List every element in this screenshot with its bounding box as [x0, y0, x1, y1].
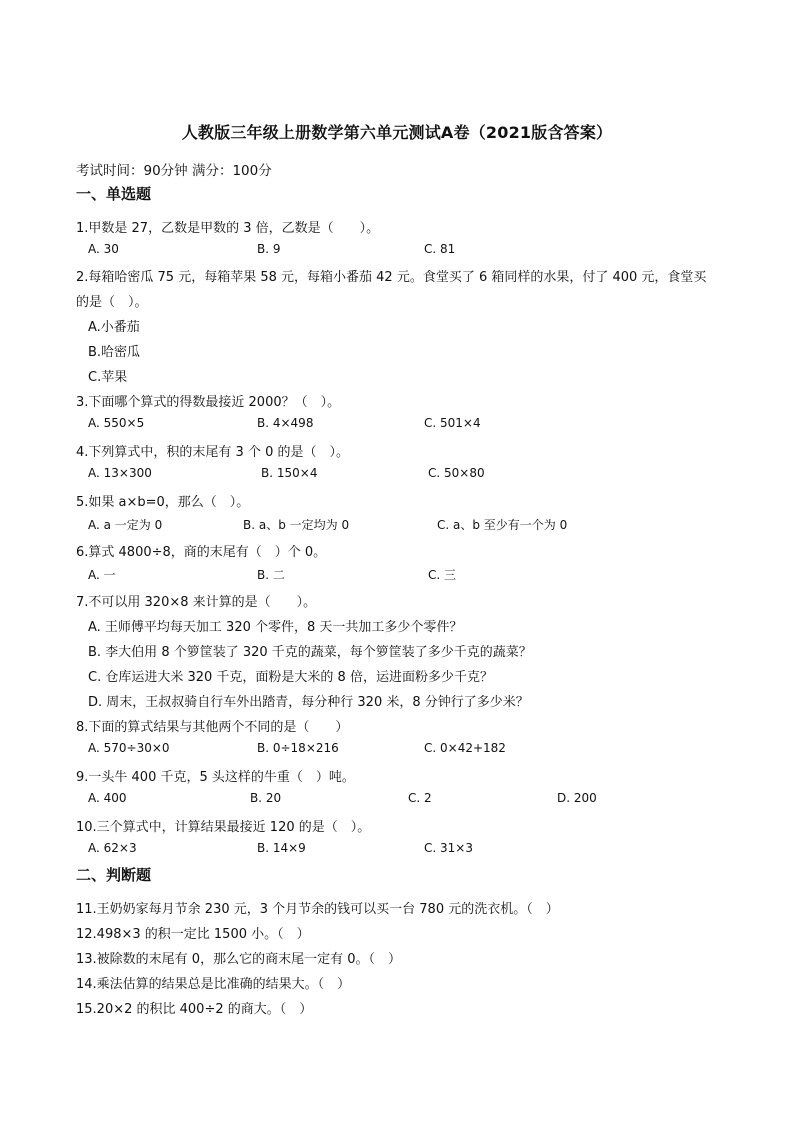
option: A. a 一定为 0 [88, 518, 163, 532]
option: B. 14×9 [257, 841, 306, 855]
section-heading-single-choice: 一、单选题 [76, 185, 152, 203]
option: D. 200 [557, 791, 597, 805]
option: B. 150×4 [261, 466, 318, 480]
judge-question: 13.被除数的末尾有 0，那么它的商末尾一定有 0。（ ） [76, 952, 401, 967]
option: C. 三 [428, 568, 457, 582]
option: C. 50×80 [428, 466, 485, 480]
option: D. 周末，王叔叔骑自行车外出踏青，每分种行 320 米，8 分钟行了多少米？ [88, 695, 529, 710]
option: C. 2 [408, 791, 432, 805]
option: B. a、b 一定均为 0 [243, 518, 350, 532]
judge-question: 15.20×2 的积比 400÷2 的商大。（ ） [76, 1002, 313, 1017]
option: A. 62×3 [88, 841, 137, 855]
judge-question: 11.王奶奶家每月节余 230 元，3 个月节余的钱可以买一台 780 元的洗衣机。（ ） [76, 902, 559, 917]
option: B. 二 [257, 568, 285, 582]
section-heading-true-false: 二、判断题 [76, 866, 152, 884]
option: B. 0÷18×216 [257, 741, 339, 755]
option: B.哈密瓜 [88, 345, 141, 360]
option: A.小番茄 [88, 320, 140, 335]
option: A. 570÷30×0 [88, 741, 170, 755]
question-stem: 6.算式 4800÷8，商的末尾有（ ）个 0。 [76, 545, 327, 560]
question-stem: 8.下面的算式结果与其他两个不同的是（ ） [76, 720, 349, 735]
option: C. 31×3 [424, 841, 473, 855]
question-stem: 10.三个算式中，计算结果最接近 120 的是（ ）。 [76, 820, 371, 835]
question-stem: 4.下列算式中，积的末尾有 3 个 0 的是（ ）。 [76, 445, 349, 460]
option: A. 王师傅平均每天加工 320 个零件，8 天一共加工多少个零件？ [88, 620, 463, 635]
judge-question: 14.乘法估算的结果总是比准确的结果大。（ ） [76, 977, 351, 992]
option: C. 501×4 [424, 416, 481, 430]
option: C.苹果 [88, 370, 128, 385]
option: A. 一 [88, 568, 116, 582]
option: C. 81 [424, 242, 456, 256]
option: B. 李大伯用 8 个箩筐装了 320 千克的蔬菜，每个箩筐装了多少千克的蔬菜？ [88, 645, 532, 660]
option: B. 4×498 [257, 416, 314, 430]
judge-question: 12.498×3 的积一定比 1500 小。（ ） [76, 927, 310, 942]
option: B. 9 [257, 242, 281, 256]
option: A. 13×300 [88, 466, 152, 480]
question-stem: 1.甲数是 27，乙数是甲数的 3 倍，乙数是（ ）。 [76, 221, 380, 236]
question-stem: 5.如果 a×b=0，那么（ ）。 [76, 495, 250, 510]
question-stem: 2.每箱哈密瓜 75 元，每箱苹果 58 元，每箱小番茄 42 元。食堂买了 6 箱同样的水果，付了 400 元，食堂买 [76, 270, 707, 285]
option: A. 550×5 [88, 416, 145, 430]
question-stem: 3.下面哪个算式的得数最接近 2000？（ ）。 [76, 395, 341, 410]
option: C. 0×42+182 [424, 741, 506, 755]
option: C. a、b 至少有一个为 0 [437, 518, 568, 532]
option: C. 仓库运进大米 320 千克，面粉是大米的 8 倍，运进面粉多少千克？ [88, 670, 493, 685]
question-stem-continued: 的是（ ）。 [76, 295, 148, 310]
option: B. 20 [250, 791, 282, 805]
question-stem: 7.不可以用 320×8 来计算的是（ ）。 [76, 595, 317, 610]
exam-meta: 考试时间：90分钟 满分：100分 [76, 163, 272, 179]
page-title: 人教版三年级上册数学第六单元测试A卷（2021版含答案） [181, 123, 613, 142]
question-stem: 9.一头牛 400 千克，5 头这样的牛重（ ）吨。 [76, 770, 355, 785]
option: A. 400 [88, 791, 127, 805]
option: A. 30 [88, 242, 119, 256]
